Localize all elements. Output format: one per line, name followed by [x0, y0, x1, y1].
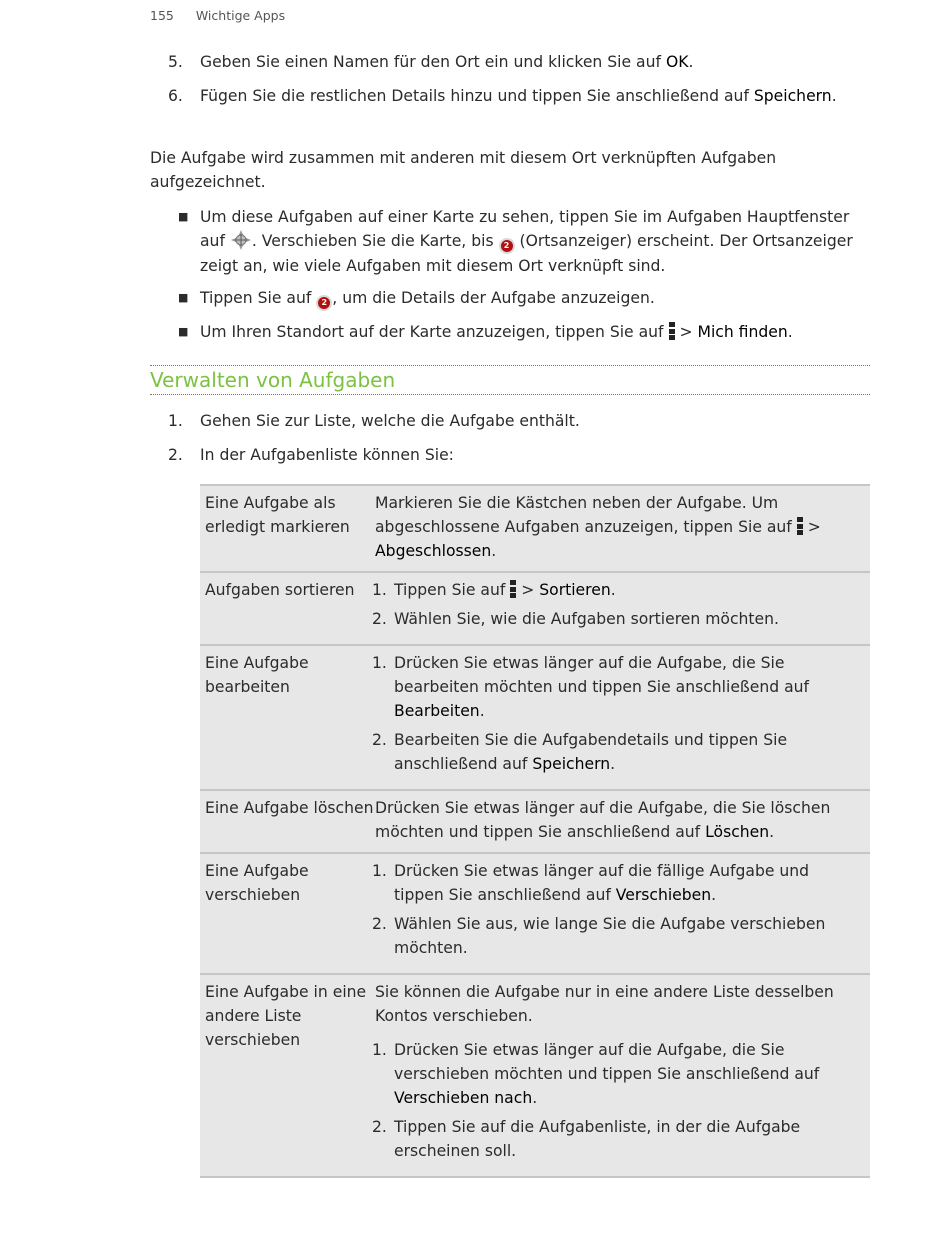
- table-description: Drücken Sie etwas länger auf die Aufgabe, die Sie löschen möchten und tippen Sie anschließend auf Löschen.: [375, 790, 870, 853]
- list-item: 1. Drücken Sie etwas länger auf die Aufgabe, die Sie verschieben möchten und tippen Sie anschließend auf Verschieben nach.: [372, 1041, 820, 1107]
- table-description: [372, 572, 870, 645]
- bold-term: OK: [665, 53, 689, 71]
- table-description: [372, 853, 870, 974]
- table-row: [200, 974, 870, 1177]
- step-text: Gehen Sie zur Liste, welche die Aufgabe enthält.: [200, 412, 580, 430]
- table-description: [372, 645, 870, 790]
- step-text: Geben Sie einen Namen für den Ort ein und klicken Sie auf OK.: [200, 53, 694, 71]
- table-label: Eine Aufgabe löschen: [200, 790, 375, 853]
- bullet-marker: ■: [178, 210, 189, 223]
- table-row: [200, 790, 870, 853]
- table-note: Sie können die Aufgabe nur in eine andere Liste desselben Kontos verschieben.: [375, 983, 834, 1025]
- bullet-text: Um Ihren Standort auf der Karte anzuzeigen, tippen Sie auf > Mich finden.: [200, 323, 793, 341]
- step-text: In der Aufgabenliste können Sie:: [200, 446, 454, 464]
- bold-term: Bearbeiten: [394, 702, 480, 720]
- list-item: 2. Wählen Sie aus, wie lange Sie die Aufgabe verschieben möchten.: [372, 915, 826, 957]
- step-list: [372, 578, 862, 631]
- intro-paragraph: Die Aufgabe wird zusammen mit anderen mit diesem Ort verknüpften Aufgaben aufgezeichnet.: [150, 149, 777, 191]
- bullet-text: Um diese Aufgaben auf einer Karte zu sehen, tippen Sie im Aufgaben Hauptfenster auf . Verschieben Sie die Karte, bis 2 (Ortsanzeiger) erscheint. Der Ortsanzeiger zeigt an, wie viele Aufgaben mit diesem Ort verknüpft sind.: [200, 208, 853, 275]
- step-text: Fügen Sie die restlichen Details hinzu und tippen Sie anschließend auf Speichern.: [200, 87, 837, 105]
- step-number: 5.: [168, 53, 183, 71]
- list-item: 1. Tippen Sie auf > Sortieren.: [372, 581, 616, 599]
- step-number: 6.: [168, 87, 183, 105]
- table-label: Eine Aufgabe als erledigt markieren: [200, 485, 375, 572]
- list-item: 2. Wählen Sie, wie die Aufgaben sortieren möchten.: [372, 610, 779, 628]
- menu-icon: [510, 580, 516, 598]
- list-item: 1. Drücken Sie etwas länger auf die fällige Aufgabe und tippen Sie anschließend auf Verschieben.: [372, 862, 810, 904]
- table-description: [372, 974, 870, 1177]
- location-marker-icon: 2: [499, 238, 515, 254]
- step-list: [372, 651, 862, 776]
- list-item: 1. Drücken Sie etwas länger auf die Aufgabe, die Sie bearbeiten möchten und tippen Sie anschließend auf Bearbeiten.: [372, 654, 810, 720]
- table-row: [200, 645, 870, 790]
- table-label: Aufgaben sortieren: [200, 572, 375, 645]
- step-number: 1.: [168, 412, 183, 430]
- divider: [150, 394, 870, 395]
- bold-term: Sortieren: [539, 581, 611, 599]
- bold-term: Speichern: [753, 87, 832, 105]
- section-name: Wichtige Apps: [195, 8, 286, 23]
- location-marker-icon: 2: [316, 295, 332, 311]
- bullet-text: Tippen Sie auf 2 , um die Details der Aufgabe anzuzeigen.: [200, 286, 870, 311]
- bullet-marker: ■: [178, 325, 189, 338]
- table-label: Eine Aufgabe bearbeiten: [200, 645, 375, 790]
- bold-term: Löschen: [705, 823, 770, 841]
- bold-term: Mich finden: [697, 323, 788, 341]
- list-item: 2. Bearbeiten Sie die Aufgabendetails und tippen Sie anschließend auf Speichern.: [372, 731, 788, 773]
- table-description: Markieren Sie die Kästchen neben der Aufgabe. Um abgeschlossene Aufgaben anzuzeigen, tippen Sie auf > Abgeschlossen.: [375, 485, 870, 572]
- step-list: [372, 859, 862, 960]
- menu-icon: [797, 517, 803, 535]
- bold-term: Abgeschlossen: [375, 542, 492, 560]
- table-row: [200, 853, 870, 974]
- table-row: [200, 572, 870, 645]
- page-number: 155: [150, 8, 174, 23]
- step-list: [372, 1038, 862, 1163]
- bold-term: Verschieben: [615, 886, 712, 904]
- bullet-marker: ■: [178, 291, 189, 304]
- divider: [150, 365, 870, 366]
- bold-term: Verschieben nach: [394, 1089, 533, 1107]
- task-actions-table: [200, 484, 870, 1178]
- step-number: 2.: [168, 446, 183, 464]
- table-label: Eine Aufgabe in eine andere Liste verschieben: [200, 974, 375, 1177]
- table-row: [200, 485, 870, 572]
- menu-icon: [669, 322, 675, 340]
- table-label: Eine Aufgabe verschieben: [200, 853, 375, 974]
- section-heading: Verwalten von Aufgaben: [150, 368, 396, 392]
- page-header: [150, 8, 285, 23]
- map-crosshair-icon: [230, 229, 252, 251]
- list-item: 2. Tippen Sie auf die Aufgabenliste, in der die Aufgabe erscheinen soll.: [372, 1118, 801, 1160]
- bold-term: Speichern: [532, 755, 611, 773]
